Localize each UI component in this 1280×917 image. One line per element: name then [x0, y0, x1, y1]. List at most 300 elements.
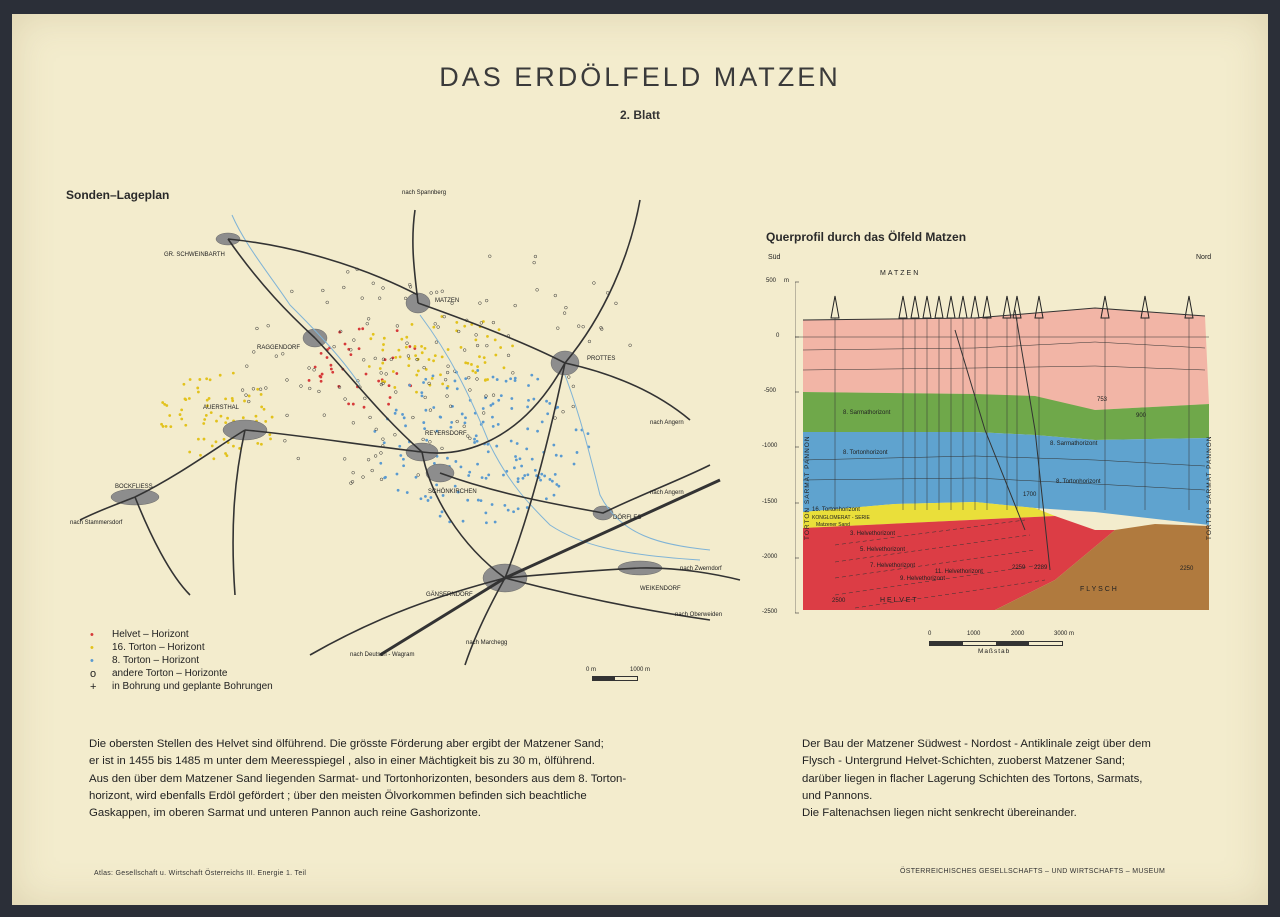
well-marker — [513, 466, 516, 469]
well-marker — [395, 409, 398, 412]
well-marker — [536, 430, 539, 433]
town-label: MATZEN — [435, 298, 460, 304]
well-marker — [549, 478, 552, 481]
well-marker — [463, 349, 466, 352]
derrick-icon — [923, 296, 931, 318]
well-marker — [439, 416, 442, 419]
well-marker — [275, 355, 278, 358]
well-marker — [543, 475, 546, 478]
well-marker — [510, 397, 513, 400]
well-marker — [264, 387, 267, 390]
well-marker — [343, 457, 346, 460]
well-marker — [485, 521, 488, 524]
profile-right-strat: TORTON SARMAT PANNON — [1206, 435, 1213, 540]
profile-scale-tick: 3000 m — [1054, 631, 1075, 637]
description-line: Gaskappen, im oberen Sarmat und unteren Pannon auch reine Gashorizonte. — [89, 807, 481, 820]
well-marker — [485, 344, 488, 347]
well-marker — [245, 365, 248, 368]
description-left — [89, 736, 729, 822]
well-marker — [393, 386, 396, 389]
well-marker — [378, 297, 381, 300]
well-marker — [484, 511, 487, 514]
well-marker — [408, 357, 411, 360]
description-line: Die Faltenachsen liegen nicht senkrecht übereinander. — [802, 807, 1077, 820]
well-marker — [268, 433, 271, 436]
well-marker — [536, 378, 539, 381]
well-marker — [432, 374, 435, 377]
well-marker — [434, 322, 437, 325]
description-line: Flysch - Untergrund Helvet-Schichten, zuoberst Matzener Sand; — [802, 755, 1125, 768]
well-marker — [494, 521, 497, 524]
well-marker — [260, 405, 263, 408]
legend-item — [90, 654, 273, 667]
well-marker — [203, 418, 206, 421]
well-marker — [495, 445, 498, 448]
well-marker — [474, 371, 477, 374]
well-marker — [231, 399, 234, 402]
road-label: nach Stammersdorf — [70, 520, 123, 526]
well-marker — [198, 378, 201, 381]
railway-1 — [505, 480, 720, 578]
well-marker — [432, 406, 435, 409]
well-marker — [248, 395, 251, 398]
well-marker — [349, 353, 352, 356]
derrick-icon — [983, 296, 991, 318]
well-marker — [377, 380, 380, 383]
profile-label: 9. Helvethorizont — [900, 576, 946, 582]
profile-label: 8. Sarmathorizont — [843, 410, 891, 416]
well-marker — [165, 425, 168, 428]
well-marker — [389, 396, 392, 399]
well-marker — [464, 416, 467, 419]
well-marker — [439, 515, 442, 518]
well-marker — [369, 337, 372, 340]
well-marker — [417, 370, 420, 373]
well-marker — [437, 326, 440, 329]
well-marker — [224, 452, 227, 455]
well-marker — [476, 365, 479, 368]
well-marker — [400, 338, 403, 341]
well-marker — [259, 388, 262, 391]
well-marker — [460, 465, 463, 468]
well-marker — [342, 286, 345, 289]
well-marker — [398, 445, 401, 448]
well-marker — [383, 380, 386, 383]
well-marker — [358, 328, 361, 331]
well-marker — [497, 399, 500, 402]
well-marker — [502, 474, 505, 477]
well-marker — [402, 464, 405, 467]
well-marker — [511, 344, 514, 347]
well-marker — [463, 425, 466, 428]
well-marker — [300, 385, 303, 388]
well-marker — [383, 337, 386, 340]
well-marker — [514, 304, 517, 307]
profile-label: F L Y S C H — [1080, 586, 1117, 593]
well-marker — [526, 473, 529, 476]
well-marker — [286, 379, 289, 382]
profile-label: 16. Tortonhorizont — [812, 507, 860, 513]
well-marker — [161, 401, 164, 404]
town-label: GÄNSERNDORF — [426, 592, 473, 598]
well-marker — [405, 346, 408, 349]
well-depth: 2259 — [1012, 565, 1026, 571]
well-marker — [321, 373, 324, 376]
well-marker — [525, 447, 528, 450]
well-marker — [487, 473, 490, 476]
well-marker — [205, 414, 208, 417]
well-marker — [394, 412, 397, 415]
well-marker — [476, 440, 479, 443]
derrick-icon — [959, 296, 967, 318]
well-marker — [429, 384, 432, 387]
well-marker — [488, 255, 491, 258]
profile-label: H E L V E T — [880, 597, 917, 604]
profile-label: 3. Helvethorizont — [850, 531, 896, 537]
well-marker — [405, 336, 408, 339]
well-marker — [629, 344, 632, 347]
well-marker — [374, 455, 377, 458]
well-marker — [232, 372, 235, 375]
well-marker — [450, 421, 453, 424]
well-marker — [313, 368, 316, 371]
well-marker — [552, 444, 555, 447]
description-line: Aus den über dem Matzener Sand liegenden Sarmat- und Tortonhorizonten, besonders aus dem 8. Torton- — [89, 772, 627, 785]
well-marker — [215, 420, 218, 423]
well-marker — [362, 358, 365, 361]
well-marker — [554, 294, 557, 297]
depth-tick: -2000 — [762, 554, 778, 560]
well-marker — [407, 364, 410, 367]
well-marker — [553, 494, 556, 497]
well-marker — [556, 406, 559, 409]
well-marker — [320, 380, 323, 383]
well-marker — [380, 478, 383, 481]
well-marker — [565, 306, 568, 309]
profile-label: Matzener Sand — [816, 522, 850, 528]
well-marker — [468, 471, 471, 474]
well-marker — [439, 373, 442, 376]
well-marker — [397, 349, 400, 352]
well-depth: 900 — [1136, 413, 1147, 419]
well-marker — [321, 289, 324, 292]
well-marker — [555, 454, 558, 457]
location-map — [60, 195, 750, 675]
well-marker — [470, 363, 473, 366]
well-marker — [374, 357, 377, 360]
well-marker — [381, 362, 384, 365]
well-marker — [464, 421, 467, 424]
legend-dot-icon: • — [90, 654, 94, 667]
well-marker — [425, 439, 428, 442]
well-marker — [454, 380, 457, 383]
profile-left-strat: TORTON SARMAT PANNON — [804, 435, 811, 540]
well-marker — [556, 327, 559, 330]
well-marker — [367, 317, 370, 320]
well-marker — [331, 371, 334, 374]
well-marker — [434, 354, 437, 357]
well-marker — [519, 457, 522, 460]
well-marker — [424, 347, 427, 350]
well-marker — [517, 477, 520, 480]
well-marker — [382, 287, 385, 290]
well-marker — [554, 473, 557, 476]
well-marker — [344, 398, 347, 401]
road-5 — [418, 303, 565, 363]
well-marker — [210, 411, 213, 414]
road-10 — [80, 497, 135, 520]
derrick-icon — [899, 296, 907, 318]
well-marker — [432, 359, 435, 362]
road-label: nach Zwerndorf — [680, 566, 722, 572]
town-label: BOCKFLIESS — [115, 484, 153, 490]
well-marker — [507, 509, 510, 512]
well-marker — [256, 388, 259, 391]
well-marker — [420, 345, 423, 348]
well-marker — [517, 507, 520, 510]
well-marker — [308, 367, 311, 370]
profile-heading: Querprofil durch das Ölfeld Matzen — [766, 230, 967, 244]
well-marker — [417, 474, 420, 477]
well-marker — [415, 374, 418, 377]
derrick-icon — [947, 296, 955, 318]
well-marker — [219, 374, 222, 377]
legend-circle-icon: o — [90, 667, 97, 680]
well-marker — [492, 394, 495, 397]
well-marker — [269, 437, 272, 440]
well-marker — [435, 291, 438, 294]
well-marker — [427, 499, 430, 502]
well-marker — [220, 415, 223, 418]
well-marker — [383, 441, 386, 444]
well-marker — [209, 378, 212, 381]
well-marker — [408, 345, 411, 348]
well-marker — [352, 339, 355, 342]
well-marker — [326, 356, 329, 359]
well-marker — [183, 383, 186, 386]
well-marker — [593, 282, 596, 285]
well-marker — [572, 385, 575, 388]
depth-tick: 500 — [766, 278, 777, 284]
well-marker — [402, 458, 405, 461]
well-marker — [208, 397, 211, 400]
well-marker — [247, 400, 250, 403]
well-marker — [557, 485, 560, 488]
well-marker — [520, 465, 523, 468]
well-marker — [397, 489, 400, 492]
well-marker — [562, 410, 565, 413]
well-marker — [503, 366, 506, 369]
well-marker — [255, 415, 258, 418]
town-label: GR. SCHWEINBARTH — [164, 252, 225, 258]
depth-tick: 0 — [776, 333, 780, 339]
well-marker — [404, 424, 407, 427]
well-marker — [381, 349, 384, 352]
well-marker — [485, 477, 488, 480]
well-marker — [184, 424, 187, 427]
well-marker — [344, 343, 347, 346]
well-marker — [215, 440, 218, 443]
well-marker — [431, 377, 434, 380]
profile-label: 8. Tortonhorizont — [1056, 479, 1101, 485]
well-marker — [420, 391, 423, 394]
well-marker — [252, 387, 255, 390]
well-marker — [454, 460, 457, 463]
description-line: darüber liegen in flacher Lagerung Schichten des Tortons, Sarmats, — [802, 772, 1143, 785]
well-marker — [469, 389, 472, 392]
well-marker — [379, 462, 382, 465]
well-marker — [283, 439, 286, 442]
well-marker — [242, 416, 245, 419]
profile-south: Süd — [768, 254, 781, 261]
well-marker — [371, 469, 374, 472]
road-label: nach Angern — [650, 420, 684, 426]
well-marker — [424, 409, 427, 412]
well-marker — [401, 413, 404, 416]
well-marker — [330, 364, 333, 367]
well-marker — [197, 391, 200, 394]
well-marker — [224, 398, 227, 401]
map-scale-end: 1000 m — [630, 667, 651, 673]
well-marker — [548, 402, 551, 405]
legend-item — [90, 641, 273, 654]
well-marker — [429, 409, 432, 412]
well-marker — [406, 342, 409, 345]
legend-item — [90, 628, 273, 641]
well-marker — [421, 351, 424, 354]
well-marker — [487, 450, 490, 453]
well-marker — [522, 477, 525, 480]
well-marker — [424, 396, 427, 399]
well-marker — [422, 381, 425, 384]
profile-scale-tick: 0 — [928, 631, 932, 637]
well-marker — [281, 352, 284, 355]
well-marker — [320, 352, 323, 355]
well-marker — [492, 321, 495, 324]
well-marker — [443, 315, 446, 318]
profile-label: KONGLOMERAT - SERIE — [812, 515, 870, 521]
well-marker — [252, 351, 255, 354]
well-marker — [205, 377, 208, 380]
depth-unit: m — [784, 278, 789, 284]
legend-item — [90, 680, 273, 693]
well-marker — [563, 312, 566, 315]
well-marker — [478, 355, 481, 358]
well-marker — [541, 420, 544, 423]
well-marker — [575, 428, 578, 431]
well-marker — [380, 372, 383, 375]
well-marker — [546, 412, 549, 415]
well-marker — [473, 438, 476, 441]
well-marker — [475, 434, 478, 437]
well-marker — [476, 369, 479, 372]
well-marker — [180, 418, 183, 421]
well-marker — [263, 408, 266, 411]
well-marker — [455, 321, 458, 324]
profile-scale-bar — [929, 641, 1063, 646]
road-3 — [565, 200, 640, 363]
well-marker — [527, 384, 530, 387]
well-marker — [498, 328, 501, 331]
well-marker — [423, 366, 426, 369]
well-marker — [507, 354, 510, 357]
well-marker — [463, 325, 466, 328]
well-marker — [533, 261, 536, 264]
well-marker — [403, 416, 406, 419]
well-marker — [394, 356, 397, 359]
town-label: SCHÖNKIRCHEN — [428, 489, 477, 495]
well-marker — [169, 425, 172, 428]
profile-scale-tick: 1000 — [967, 631, 981, 637]
well-marker — [511, 371, 514, 374]
well-marker — [388, 384, 391, 387]
well-marker — [211, 445, 214, 448]
well-marker — [223, 438, 226, 441]
well-marker — [333, 345, 336, 348]
profile-town: MATZEN — [880, 270, 921, 277]
well-marker — [256, 442, 259, 445]
legend-label: in Bohrung und geplante Bohrungen — [112, 681, 273, 692]
well-marker — [363, 397, 366, 400]
road-label: nach Spannberg — [402, 190, 447, 196]
well-marker — [512, 510, 515, 513]
well-marker — [290, 290, 293, 293]
well-marker — [446, 371, 449, 374]
well-marker — [422, 438, 425, 441]
well-marker — [460, 346, 463, 349]
road-7 — [228, 239, 315, 338]
well-marker — [243, 400, 246, 403]
well-marker — [383, 477, 386, 480]
well-marker — [485, 299, 488, 302]
road-1 — [228, 239, 418, 295]
well-marker — [184, 397, 187, 400]
well-marker — [510, 440, 513, 443]
well-marker — [267, 324, 270, 327]
well-marker — [615, 302, 618, 305]
well-marker — [224, 421, 227, 424]
well-marker — [447, 348, 450, 351]
footer-atlas: Atlas: Gesellschaft u. Wirtschaft Österreichs III. Energie 1. Teil — [94, 870, 307, 877]
well-marker — [424, 378, 427, 381]
well-marker — [314, 366, 317, 369]
well-marker — [203, 438, 206, 441]
well-marker — [160, 423, 163, 426]
well-marker — [468, 437, 471, 440]
well-marker — [363, 406, 366, 409]
legend-dot-icon: • — [90, 641, 94, 654]
well-marker — [380, 452, 383, 455]
well-marker — [491, 416, 494, 419]
well-marker — [197, 438, 200, 441]
road-4 — [565, 363, 690, 420]
well-marker — [500, 394, 503, 397]
road-label: nach Oberweiden — [675, 612, 723, 618]
well-marker — [441, 355, 444, 358]
page-subtitle: 2. Blatt — [619, 108, 660, 122]
well-marker — [532, 398, 535, 401]
well-marker — [551, 480, 554, 483]
profile-scale-tick: 2000 — [1011, 631, 1025, 637]
well-marker — [319, 376, 322, 379]
profile-label: 8. Sarmathorizont — [1050, 441, 1098, 447]
well-marker — [540, 473, 543, 476]
road-label: nach Deutsch - Wagram — [350, 652, 415, 658]
well-marker — [467, 474, 470, 477]
well-marker — [446, 387, 449, 390]
well-marker — [456, 387, 459, 390]
road-16 — [440, 465, 710, 513]
